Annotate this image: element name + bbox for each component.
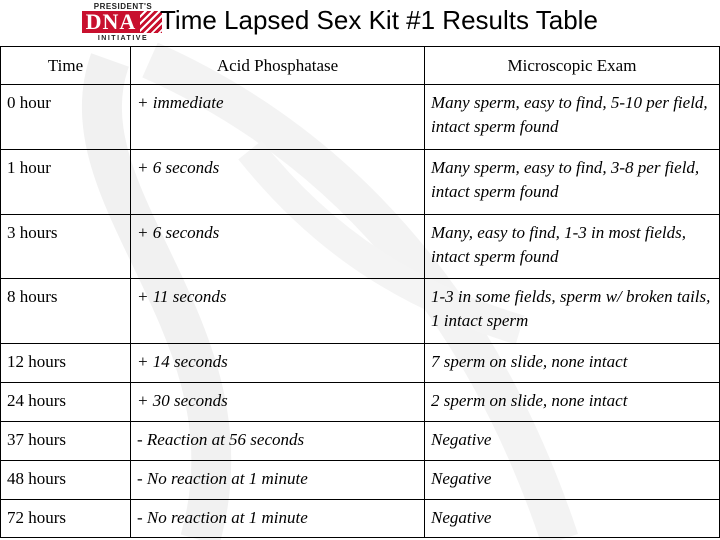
table-row (1, 500, 720, 538)
cell-time: 0 hour (1, 85, 131, 150)
cell-time: 3 hours (1, 215, 131, 279)
cell-time: 48 hours (1, 461, 131, 500)
cell-time: 72 hours (1, 500, 131, 538)
cell-time: 8 hours (1, 279, 131, 344)
table-row (1, 215, 720, 279)
cell-micro: Many sperm, easy to find, 5-10 per field, intact sperm found (425, 85, 720, 150)
logo-stripe-graphic (140, 11, 162, 33)
table-row (1, 422, 720, 461)
results-table (0, 46, 720, 538)
cell-micro: 2 sperm on slide, none intact (425, 383, 720, 422)
header-microscopic-exam: Microscopic Exam (425, 47, 720, 85)
cell-acid: + 6 seconds (131, 215, 425, 279)
table-row (1, 85, 720, 150)
cell-acid: + immediate (131, 85, 425, 150)
cell-micro: 1-3 in some fields, sperm w/ broken tails, 1 intact sperm (425, 279, 720, 344)
logo-top-text: PRESIDENT'S (93, 2, 153, 11)
header-acid-phosphatase: Acid Phosphatase (131, 47, 425, 85)
cell-acid: + 11 seconds (131, 279, 425, 344)
cell-acid: + 14 seconds (131, 344, 425, 383)
cell-micro: 7 sperm on slide, none intact (425, 344, 720, 383)
presidents-dna-initiative-logo (82, 2, 164, 46)
table-row (1, 150, 720, 215)
cell-acid: - No reaction at 1 minute (131, 461, 425, 500)
table-row (1, 383, 720, 422)
logo-bottom-text: INITIATIVE (97, 35, 149, 42)
cell-micro: Negative (425, 461, 720, 500)
cell-time: 37 hours (1, 422, 131, 461)
header-time: Time (1, 47, 131, 85)
cell-micro: Many, easy to find, 1-3 in most fields, intact sperm found (425, 215, 720, 279)
cell-time: 24 hours (1, 383, 131, 422)
table-header-row (1, 47, 720, 85)
table-row (1, 279, 720, 344)
cell-acid: + 30 seconds (131, 383, 425, 422)
cell-acid: + 6 seconds (131, 150, 425, 215)
cell-micro: Negative (425, 500, 720, 538)
cell-micro: Many sperm, easy to find, 3-8 per field, intact sperm found (425, 150, 720, 215)
table-row (1, 461, 720, 500)
table-row (1, 344, 720, 383)
cell-time: 1 hour (1, 150, 131, 215)
cell-acid: - Reaction at 56 seconds (131, 422, 425, 461)
cell-time: 12 hours (1, 344, 131, 383)
page-title: Time Lapsed Sex Kit #1 Results Table (160, 5, 598, 35)
cell-acid: - No reaction at 1 minute (131, 500, 425, 538)
cell-micro: Negative (425, 422, 720, 461)
logo-dna-text: DNA (82, 11, 140, 33)
